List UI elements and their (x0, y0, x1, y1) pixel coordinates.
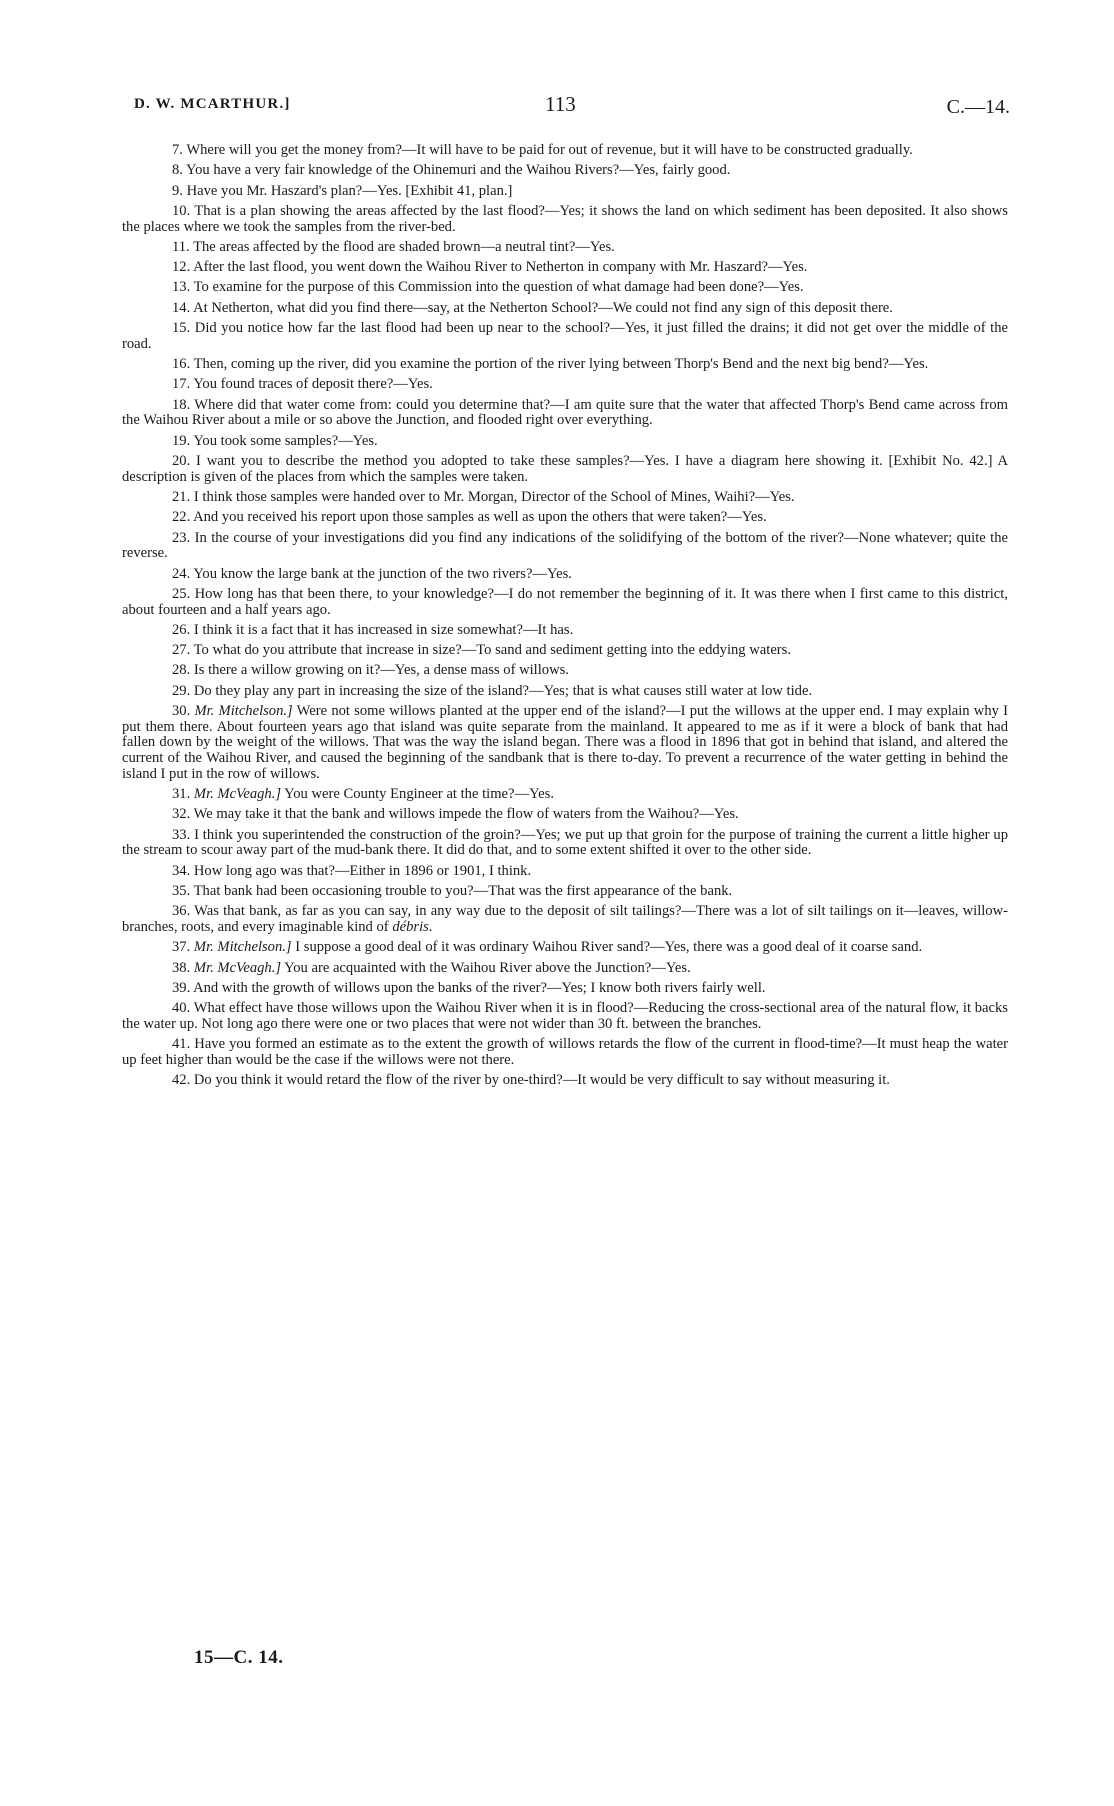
question-number: 31. (172, 786, 191, 803)
footer-signature: 15—C. 14. (194, 1647, 284, 1668)
paragraph-text: 12. After the last flood, you went down the Waihou River to Netherton in company with Mr. Haszard?—Yes. (172, 259, 808, 276)
testimony-paragraph (122, 260, 1008, 276)
testimony-paragraph (122, 940, 1008, 956)
testimony-paragraph (122, 904, 1008, 935)
paragraph-text: 25. How long has that been there, to your knowledge?—I do not remember the beginning of it. It was there when I first came to this district, about fourteen and a half years ago. (122, 585, 1008, 618)
paragraph-text: 34. How long ago was that?—Either in 1896 or 1901, I think. (172, 862, 532, 879)
testimony-paragraph (122, 204, 1008, 235)
testimony-body (122, 143, 1008, 1094)
testimony-paragraph (122, 684, 1008, 700)
testimony-paragraph (122, 643, 1008, 659)
paragraph-tail: . (428, 919, 433, 936)
testimony-paragraph (122, 623, 1008, 639)
question-number: 37. (172, 939, 191, 956)
testimony-paragraph (122, 357, 1008, 373)
paragraph-text: 33. I think you superintended the construction of the groin?—Yes; we put up that groin for the purpose of training the current a little higher up the stream to scour away part of the mud-bank there. It did do that, and to some extent shifted it over to the other side. (122, 826, 1008, 859)
testimony-paragraph (122, 454, 1008, 485)
testimony-paragraph (122, 184, 1008, 200)
paragraph-text: 32. We may take it that the bank and willows impede the flow of waters from the Waihou?—Yes. (172, 806, 739, 823)
paragraph-text: 42. Do you think it would retard the flow of the river by one-third?—It would be very difficult to say without measuring it. (172, 1072, 890, 1089)
paragraph-text: 8. You have a very fair knowledge of the Ohinemuri and the Waihou Rivers?—Yes, fairly good. (172, 162, 731, 179)
paragraph-text: 28. Is there a willow growing on it?—Yes, a dense mass of willows. (172, 662, 569, 679)
testimony-paragraph (122, 828, 1008, 859)
testimony-paragraph (122, 587, 1008, 618)
testimony-paragraph (122, 163, 1008, 179)
speaker-name: Mr. Mitchelson.] (193, 939, 292, 956)
paragraph-text: Were not some willows planted at the upper end of the island?—I put the willows at the upper end. I may explain why I put them there. About fourteen years ago that island was quite separate from the mainland. It appeared to me as if it were a block of bank that had fallen down by the weight of the willows. That was the way the island began. There was a flood in 1896 that got in behind that island, and altered the current of the Waihou River, and caused the beginning of the sandbank that is there to-day. To prevent a recurrence of the water getting in behind the island I put in the row of willows. (122, 703, 1008, 782)
testimony-paragraph (122, 787, 1008, 803)
testimony-paragraph (122, 884, 1008, 900)
testimony-paragraph (122, 321, 1008, 352)
page-number: 113 (545, 92, 576, 116)
testimony-paragraph (122, 704, 1008, 783)
testimony-paragraph (122, 807, 1008, 823)
paragraph-text: 23. In the course of your investigations did you find any indications of the solidifying of the bottom of the river?—None whatever; quite the reverse. (122, 529, 1008, 562)
speaker-name: Mr. McVeagh.] (193, 786, 282, 803)
testimony-paragraph (122, 663, 1008, 679)
paragraph-text: 9. Have you Mr. Haszard's plan?—Yes. [Exhibit 41, plan.] (172, 182, 513, 199)
testimony-paragraph (122, 1001, 1008, 1032)
testimony-paragraph (122, 961, 1008, 977)
paragraph-text: You are acquainted with the Waihou River above the Junction?—Yes. (281, 959, 691, 976)
testimony-paragraph (122, 981, 1008, 997)
paragraph-text: I suppose a good deal of it was ordinary Waihou River sand?—Yes, there was a good deal of it coarse sand. (291, 939, 923, 956)
paragraph-text: 13. To examine for the purpose of this Commission into the question of what damage had been done?—Yes. (172, 279, 804, 296)
paragraph-text: 36. Was that bank, as far as you can say, in any way due to the deposit of silt tailings?—There was a lot of silt tailings on it—leaves, willow-branches, roots, and every imaginable kind of (122, 903, 1008, 936)
paragraph-text: 7. Where will you get the money from?—It will have to be paid for out of revenue, but it will have to be constructed gradually. (172, 142, 913, 158)
testimony-paragraph (122, 1073, 1008, 1089)
paragraph-text: 15. Did you notice how far the last flood had been up near to the school?—Yes, it just filled the drains; it did not get over the middle of the road. (122, 320, 1008, 352)
paragraph-text: 11. The areas affected by the flood are shaded brown—a neutral tint?—Yes. (172, 238, 615, 255)
paragraph-text: 27. To what do you attribute that increase in size?—To sand and sediment getting into the eddying waters. (172, 642, 791, 659)
paragraph-text: 18. Where did that water come from: could you determine that?—I am quite sure that the water that affected Thorp's Bend came across from the Waihou River about a mile or so above the Junction, and flooded right over everything. (122, 396, 1008, 429)
header-witness-name: D. W. MCARTHUR.] (134, 96, 291, 112)
question-number: 38. (172, 959, 191, 976)
paragraph-text: You were County Engineer at the time?—Yes. (281, 786, 554, 803)
testimony-paragraph (122, 143, 1008, 159)
speaker-name: Mr. McVeagh.] (193, 959, 282, 976)
paragraph-text: 14. At Netherton, what did you find there—say, at the Netherton School?—We could not find any sign of this deposit there. (172, 299, 893, 316)
speaker-name: Mr. Mitchelson.] (194, 703, 293, 720)
paragraph-text: 19. You took some samples?—Yes. (172, 432, 378, 449)
paragraph-text: 29. Do they play any part in increasing the size of the island?—Yes; that is what causes still water at low tide. (172, 682, 813, 699)
paragraph-text: 39. And with the growth of willows upon the banks of the river?—Yes; I know both rivers fairly well. (172, 979, 766, 996)
paragraph-text: 20. I want you to describe the method you adopted to take these samples?—Yes. I have a diagram here showing it. [Exhibit No. 42.] A description is given of the places from which the samples were taken. (122, 452, 1008, 485)
testimony-paragraph (122, 510, 1008, 526)
testimony-paragraph (122, 1037, 1008, 1068)
paragraph-text: 17. You found traces of deposit there?—Yes. (172, 376, 433, 393)
testimony-paragraph (122, 490, 1008, 506)
paragraph-text: 24. You know the large bank at the junction of the two rivers?—Yes. (172, 565, 572, 582)
paragraph-text: 40. What effect have those willows upon the Waihou River when it is in flood?—Reducing the cross-sectional area of the natural flow, it backs the water up. Not long ago there were one or two places that were not wider than 30 ft. between the branches. (122, 1000, 1008, 1032)
question-number: 30. (172, 703, 191, 720)
testimony-paragraph (122, 301, 1008, 317)
paragraph-text: 41. Have you formed an estimate as to the extent the growth of willows retards the flow of the current in flood-time?—It must heap the water up feet higher than would be the case if the willows were not there. (122, 1036, 1008, 1068)
paragraph-text: 10. That is a plan showing the areas affected by the last flood?—Yes; it shows the land on which sediment has been deposited. It also shows the places where we took the samples from the river-bed. (122, 202, 1008, 235)
testimony-paragraph (122, 377, 1008, 393)
testimony-paragraph (122, 567, 1008, 583)
testimony-paragraph (122, 398, 1008, 429)
italic-term: débris (392, 919, 429, 936)
document-reference: C.—14. (946, 96, 1010, 118)
testimony-paragraph (122, 434, 1008, 450)
paragraph-text: 16. Then, coming up the river, did you examine the portion of the river lying between Thorp's Bend and the next big bend?—Yes. (172, 356, 929, 373)
paragraph-text: 35. That bank had been occasioning trouble to you?—That was the first appearance of the bank. (172, 883, 733, 900)
testimony-paragraph (122, 864, 1008, 880)
testimony-paragraph (122, 280, 1008, 296)
paragraph-text: 26. I think it is a fact that it has increased in size somewhat?—It has. (172, 621, 574, 638)
paragraph-text: 21. I think those samples were handed over to Mr. Morgan, Director of the School of Mines, Waihi?—Yes. (172, 488, 795, 505)
paragraph-text: 22. And you received his report upon those samples as well as upon the others that were taken?—Yes. (172, 509, 767, 526)
testimony-paragraph (122, 240, 1008, 256)
testimony-paragraph (122, 531, 1008, 562)
